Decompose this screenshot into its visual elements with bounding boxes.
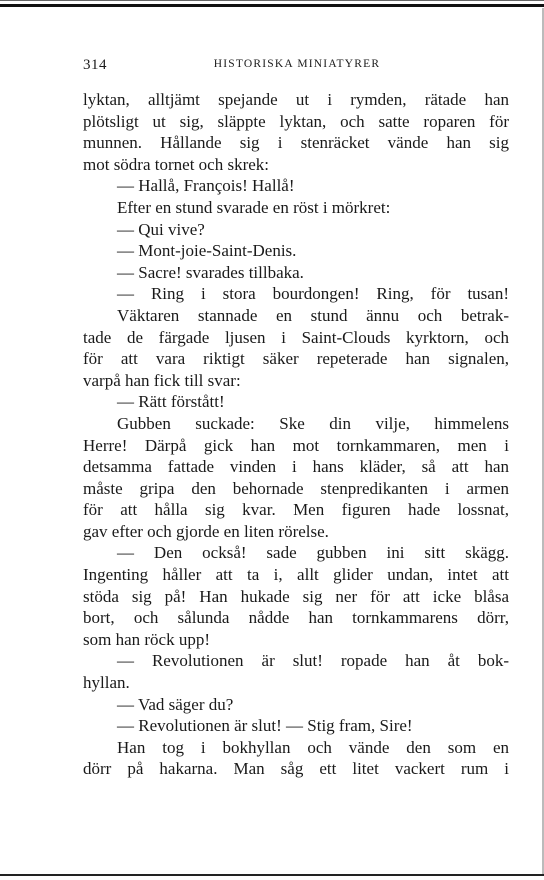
text-line: Han tog i bokhyllan och vände den som en <box>117 737 509 757</box>
text-line: — Hallå, François! Hallå! <box>117 176 295 196</box>
text-line: — Revolutionen är slut! — Stig fram, Sire! <box>117 716 413 736</box>
text-line: Efter en stund svarade en röst i mörkret: <box>117 197 391 217</box>
top-border <box>0 4 544 7</box>
bottom-border <box>0 874 544 876</box>
page-number: 314 <box>83 57 107 73</box>
text-line: dörr på hakarna. Man såg ett litet vackert rum i <box>83 759 509 779</box>
text-line: varpå han fick till svar: <box>83 370 241 390</box>
text-line: plötsligt ut sig, släppte lyktan, och satte roparen för <box>83 111 509 131</box>
text-line: detsamma fattade vinden i hans kläder, så att han <box>83 457 509 477</box>
text-line: — Vad säger du? <box>117 694 234 714</box>
text-line: för att vara riktigt säker repeterade han signalen, <box>83 349 509 369</box>
text-line: Gubben suckade: Ske din vilje, himmelens <box>117 413 509 433</box>
text-line: — Mont-joie-Saint-Denis. <box>117 241 297 261</box>
text-line: Herre! Därpå gick han mot tornkammaren, men i <box>83 435 509 455</box>
text-line: — Den också! sade gubben ini sitt skägg. <box>117 543 509 563</box>
text-line: munnen. Hållande sig i stenräcket vände han sig <box>83 133 509 153</box>
text-line: gav efter och gjorde en liten rörelse. <box>83 521 329 541</box>
page-header <box>83 57 511 77</box>
text-line: hyllan. <box>83 673 130 693</box>
text-line: — Sacre! svarades tillbaka. <box>117 262 304 282</box>
text-line: som han röck upp! <box>83 629 211 649</box>
text-line: bort, och sålunda nådde han tornkammarens dörr, <box>83 608 509 628</box>
text-line: Väktaren stannade en stund ännu och betrak- <box>117 305 509 325</box>
text-line: mot södra tornet och skrek: <box>83 154 270 174</box>
text-line: tade de färgade ljusen i Saint-Clouds kyrktorn, och <box>83 327 509 347</box>
text-line: lyktan, alltjämt spejande ut i rymden, rätade han <box>83 90 509 109</box>
text-line: Ingenting håller att ta i, allt glider undan, intet att <box>83 565 509 585</box>
text-line: — Rätt förstått! <box>117 392 225 412</box>
text-line: — Revolutionen är slut! ropade han åt bok- <box>117 651 509 671</box>
body-text <box>83 89 509 780</box>
text-line: måste gripa den behornade stenpredikanten i armen <box>83 478 509 498</box>
top-border-thin <box>0 0 544 1</box>
text-line: — Qui vive? <box>117 219 205 239</box>
running-title: HISTORISKA MINIATYRER <box>213 58 381 70</box>
text-line: — Ring i stora bourdongen! Ring, för tusan! <box>117 284 509 304</box>
text-line: för att hålla sig kvar. Men figuren hade lossnat, <box>83 500 509 520</box>
text-line: stöda sig på! Han hukade sig ner för att icke blåsa <box>83 586 509 606</box>
